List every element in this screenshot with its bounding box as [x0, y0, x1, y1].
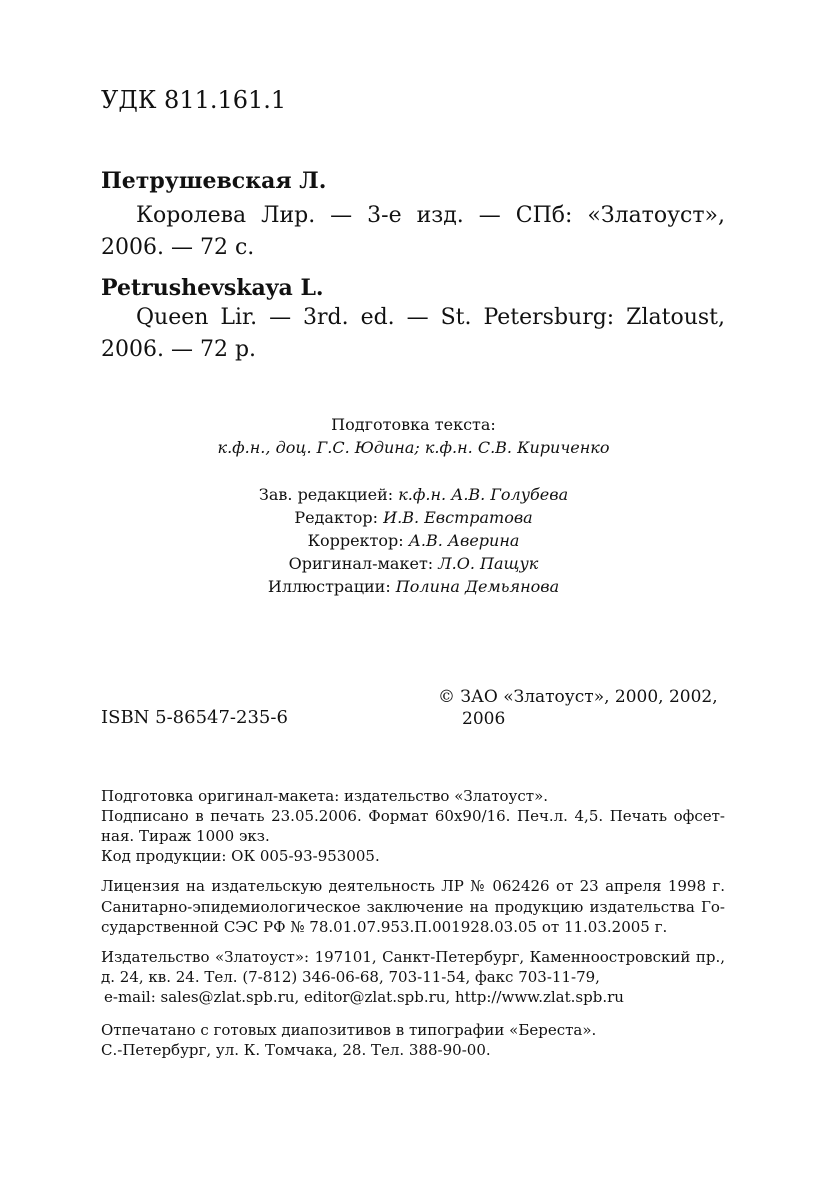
credit-row	[0, 508, 827, 527]
credit-role: Зав. редакцией:	[258, 485, 394, 504]
credit-role: Редактор:	[294, 508, 379, 527]
author-ru: Петрушевская Л.	[101, 168, 327, 194]
credit-role: Иллюстрации:	[267, 577, 391, 596]
copyright-line2: 2006	[462, 709, 506, 729]
copyright-line1: © ЗАО «Златоуст», 2000, 2002,	[438, 687, 718, 707]
credit-row	[0, 577, 827, 596]
imprint-line: С.-Петербург, ул. К. Томчака, 28. Тел. 388-90-00.	[101, 1041, 491, 1059]
imprint-line: Лицензия на издательскую деятельность ЛР № 062426 от 23 апреля 1998 г.	[101, 877, 725, 895]
credit-row	[0, 554, 827, 573]
credit-name: А.В. Аверина	[408, 531, 520, 550]
credit-role: Корректор:	[307, 531, 404, 550]
imprint-line: Подписано в печать 23.05.2006. Формат 60x90/16. Печ.л. 4,5. Печать офсет-	[101, 807, 725, 825]
imprint-line: ная. Тираж 1000 экз.	[101, 827, 270, 845]
imprint-line: сударственной СЭС РФ № 78.01.07.953.П.001928.03.05 от 11.03.2005 г.	[101, 918, 668, 936]
imprint-line: д. 24, кв. 24. Тел. (7-812) 346-06-68, 703-11-54, факс 703-11-79,	[101, 968, 600, 986]
isbn: ISBN 5-86547-235-6	[101, 707, 288, 728]
credit-name: к.ф.н. А.В. Голубева	[398, 485, 569, 504]
credit-name: Л.О. Пащук	[438, 554, 539, 573]
imprint-line: Код продукции: ОК 005-93-953005.	[101, 847, 380, 865]
credit-role: Оригинал-макет:	[288, 554, 434, 573]
prep-label: Подготовка текста:	[331, 415, 496, 434]
bib-ru-line2: 2006. — 72 с.	[101, 235, 255, 260]
imprint-line: e-mail: sales@zlat.spb.ru, editor@zlat.spb.ru, http://www.zlat.spb.ru	[104, 988, 624, 1006]
credit-name: Полина Демьянова	[395, 577, 560, 596]
credit-row	[0, 531, 827, 550]
author-en: Petrushevskaya L.	[101, 275, 324, 301]
prep-names: к.ф.н., доц. Г.С. Юдина; к.ф.н. С.В. Кириченко	[217, 438, 610, 457]
bib-en-line1: Queen Lir. — 3rd. ed. — St. Petersburg: Zlatoust,	[136, 305, 725, 330]
bib-en-line2: 2006. — 72 p.	[101, 337, 257, 362]
bib-ru-line1: Королева Лир. — 3-е изд. — СПб: «Златоуст»,	[136, 203, 725, 228]
imprint-line: Санитарно-эпидемиологическое заключение на продукцию издательства Го-	[101, 898, 725, 916]
udk-code: УДК 811.161.1	[101, 86, 287, 114]
imprint-line: Подготовка оригинал-макета: издательство «Златоуст».	[101, 787, 549, 805]
imprint-line: Отпечатано с готовых диапозитивов в типографии «Береста».	[101, 1021, 597, 1039]
credit-name: И.В. Евстратова	[383, 508, 533, 527]
imprint-line: Издательство «Златоуст»: 197101, Санкт-Петербург, Каменноостровский пр.,	[101, 948, 725, 966]
credit-row	[0, 485, 827, 504]
